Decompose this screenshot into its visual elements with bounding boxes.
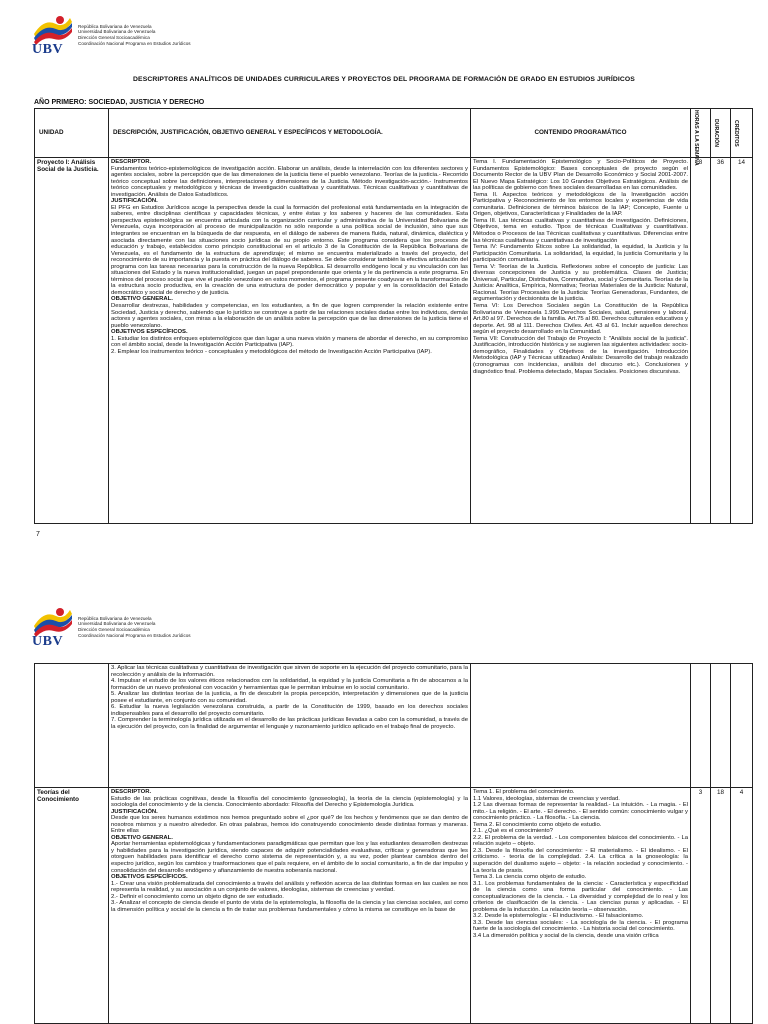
section-heading: JUSTIFICACIÓN. [111,198,158,205]
paragraph: 3. Aplicar las técnicas cualitativas y cuantitativas de investigación que sirven de soporte en la ejecución del proyecto comunitario, para la recolección y análisis de la información. [111,665,468,678]
content-cell [471,664,691,788]
duracion-label: DURACIÓN [713,119,719,147]
logo-word: UBV [32,42,64,57]
content-cell [471,158,691,524]
description-cell [109,664,471,788]
paragraph: 3.- Analizar el concepto de ciencia desde el punto de vista de la epistemología, la filosofía de la ciencia y las ciencias sociales, así como la dimensión política y social de la ciencia a fin de tratar sus problemas fundamentales y cómo la misma se constituye en la base de [111,900,468,913]
topic: 2.3. Desde la filosofía del conocimiento: - El materialismo. - El idealismo. - El criticismo. - teoría de la complejidad. 2.4. La crítica a la gnoseología: la superación del dualismo sujeto – objeto: - la relación sociedad y conocimiento. - La teoría de praxis. [473,847,688,874]
section-heading: JUSTIFICACIÓN. [111,808,158,815]
topic: 2.1. ¿Qué es el conocimiento? [473,828,553,835]
paragraph: El PFG en Estudios Jurídicos acoge la perspectiva desde la cual la formación del profesional está fundamentada en la integración de saberes, entre disciplinas científicas y capacidades técnicas, y entre éstas y los saberes y haceres de las comunidades. Esta perspectiva epistemológica se encuentra articulada con la organización curricular y administrativa de la Universidad Bolivariana de Venezuela, cuya incorporación al proceso de municipalización no sólo responde a una política social de inclusión, sino que sus integrantes se encuentran en la búsqueda de dar respuesta, en el diálogo de saberes de manera fluida, natural, dinámica, dialéctica y asociada directamente con las situaciones socio jurídicas de su propio entorno. Este programa considera que los procesos de educación y trabajo, establecidos como principio constitucional en el artículo 3 de la Constitución de la República Bolivariana de Venezuela, es el fundamento de la estructura de aprendizaje; el mismo se encuentra materializado a través del proyecto, del reconocimiento de su importancia y la puesta en práctica del diálogo de saberes. Se debe considerar también la efectiva articulación del programa con las tareas necesarias para la construcción de la nueva República. El desarrollo endógeno local y su vinculación con las situaciones del Estado y la nueva institucionalidad, juegan un papel preponderante que orienta y le da pertinencia a este programa. En términos del proceso social que vive el pueblo venezolano en estos momentos, el programa presente coadyuvar en la transformación de la estructura socio productiva, en la creación de una estructura de poder democrático y popular y en la consolidación del Estado democrático y social de derecho y de justicia. [111,204,468,296]
unit-cell: Proyecto I: Análisis Social de la Justicia. [35,158,109,524]
section-heading: OBJETIVOS ESPECÍFICOS. [111,874,188,881]
institution-lines [78,616,191,638]
description-cell [109,158,471,524]
paragraph: Desarrollar destrezas, habilidades y competencias, en los estudiantes, a fin de que logren comprender la relación existente entre Sociedad, Justicia y derecho, sabiendo que lo jurídico se construye a partir de las relaciones sociales dadas entre los individuos, demás actores y agentes sociales, con miras a la elaboración de un análisis sobre la percepción que de las dimensiones de la justicia tiene el pueblo venezolano. [111,303,468,329]
institution-line: Dirección General Socioacadémica [78,35,150,40]
table-row [35,664,753,788]
paragraph: Desde que los seres humanos existimos nos hemos preguntado sobre el ¿por qué? de los hechos y fenómenos que se dan dentro de nosotros mismos y a nuestro alrededor. En otras palabras, hemos ido construyendo conocimiento desde distintas formas y maneras. Entre ellas [111,815,468,835]
paragraph: 6. Estudiar la nueva legislación venezolana construida, a partir de la Constitución de 1999, basado en los derechos sociales indispensables para el desarrollo del proyecto comunitario. [111,704,468,717]
col-header-descripcion: DESCRIPCIÓN, JUSTIFICACIÓN, OBJETIVO GENERAL Y ESPECÍFICOS Y METODOLOGÍA. [109,109,471,158]
creditos-value [731,664,753,788]
creditos-value: 4 [731,788,753,1024]
topic: Tema V: Teorías de la Justicia. Reflexiones sobre el concepto de justicia: Las diversas concepciones de Justicia y su problemática. Clases de Justicia; Universal, Particular, Distributiva, Conmutativa, social y Comunitaria. Teorías de la Justicia: Analítica, Empírica, Normativa; Teorías Materiales de la Justicia: Natural, Racional. Teorías Procesales de la Justicia: Teorías Generadoras, Fundantes, de argumentación y decisionista de la justicia. [473,263,688,303]
topic: 1.2 Las diversas formas de representar la realidad.- La intuición. - La magia. - El mito.- La religión. - El arte. - El derecho. - El sentido común: conocimiento vulgar y conocimiento práctico. - La filosofía. - La ciencia. [473,802,688,822]
document-title: DESCRIPTORES ANALÍTICOS DE UNIDADES CURRICULARES Y PROYECTOS DEL PROGRAMA DE FORMACIÓN DE GRADO EN ESTUDIOS JURÍDICOS [133,76,635,83]
institution-line: Universidad Bolivariana de Venezuela [78,621,156,627]
institution-line: República Bolivariana de Venezuela [78,23,152,29]
duracion-value: 18 [711,788,731,1024]
description-cell [109,788,471,1024]
ubv-logo [30,12,191,58]
paragraph: Estudio de las prácticas cognitivas, desde la filosofía del conocimiento (gnoseología), la teoría de la ciencia (epistemología) y la sociología del conocimiento y de la ciencia. Conocimiento abordado: Filosofía del Derecho y Epistemología Jurídica. [111,795,468,809]
institution-line: Dirección General Socioacadémica [78,627,150,632]
curriculum-table-page1 [34,108,753,524]
horas-value [691,664,711,788]
topic: Tema IV: Fundamento Éticos sobre La solidaridad, la equidad, la Justicia y la Participación Comunitaria. La solidaridad, la equidad, la justicia Comunitaria y la participación comunitaria. [473,244,688,264]
year-heading: AÑO PRIMERO: SOCIEDAD, JUSTICIA Y DERECHO [34,99,205,106]
col-header-creditos [731,109,753,158]
ubv-logo-mark [30,12,74,58]
paragraph: 5. Analizar las distintas teorías de la justicia, a fin de descubrir la propia percepción, interpretación y dimensiones que de la justicia posee el estudiante, en conjunto con su comunidad. [111,691,468,704]
topic: Tema VII: Construcción del Trabajo de Proyecto I: "Análisis social de la justicia". Justificación, introducción histórica y se sugieren las siguientes actividades: socio- demográfico, Finalidades y Objetivos de la investigación. Introducción Metodológica (IAP y Técnicas utilizadas) Análisis: Desarrollo del trabajo realizado (cronogramas con incidencias, análisis del discurso etc.). Conclusiones y diagnóstico final. Problema detectado, Mapas Sociales. Posiciones discursivas. [473,335,688,375]
paragraph: 1. Estudiar los distintos enfoques epistemológicos que dan lugar a una nueva visión y manera de abordar el derecho, en su compromiso con el ámbito social, desde la Investigación Acción Participativa (IAP). [111,335,468,349]
table-header-row [35,109,753,158]
paragraph: 2.- Definir el conocimiento como un objeto digno de ser estudiado. [111,893,284,900]
topic: Tema 1. El problema del conocimiento. [473,789,575,795]
paragraph: 4. Impulsar el estudio de los valores éticos relacionados con la solidaridad, la equidad y la justicia Comunitaria a fin de abocarnos a la formación de un nuevo profesional con vocación y herramientas que le permitan imbuirse en lo social comunitario. [111,678,468,691]
institution-line: Coordinación Nacional Programa en Estudios Jurídicos [78,632,191,638]
creditos-value: 14 [731,158,753,524]
topic: 1.1 Valores, ideologías, sistemas de creencias y verdad. [473,795,620,802]
institution-line: Universidad Bolivariana de Venezuela [78,29,156,35]
topic: Tema VI: Los Derechos Sociales según La Constitución de la República Bolivariana de Venezuela 1.999.Derechos Sociales, salud, pensiones y laboral. Art.80 al 97. Derechos de la familia. Art.75 al 80. Derechos culturales educativos y deporte. Art. 98 al 111. Derechos Civiles. Art. 43 al 61. Incluir aquellos derechos según el proyecto desarrollado en la Comunidad. [473,303,688,336]
horas-label: HORAS A LA SEMANA [693,110,699,166]
col-header-duracion [711,109,731,158]
section-heading: DESCRIPTOR. [111,789,152,795]
paragraph: 7. Comprender la terminología jurídica utilizada en el desarrollo de las prácticas jurídicas llevadas a cabo con la comunidad, a través de la ejecución del proyecto, con la finalidad de argumentar el lenguaje y razonamiento jurídico aplicado en el trabajo final de proyecto. [111,717,468,730]
institution-lines [78,24,191,46]
paragraph: Fundamentos teórico-epistemológicos de investigación acción. Elaborar un análisis, desde la interrelación con los diferentes sectores y agentes sociales, sobre la percepción que de las dimensiones de la justicia tiene el pueblo venezolano. Teorías de la justicia.- Recorrido teórico conceptual sobre las definiciones, interpretaciones y dimensiones de la Justicia. Método investigación-acción.- Instrumentos teórico conceptuales y metodológicos y técnicas de investigación cualitativas y cuantitativas. Técnicas cualitativas y cuantitativas de investigación. Análisis de Datos Estadísticos. [111,165,468,198]
topic: 3.1. Los problemas fundamentales de la ciencia: - Característica y especificidad de la ciencia como una forma particular del conocimiento. - Las conceptualizaciones de la ciencia. - La diversidad y complejidad de lo real y los criterios de clasificación de la ciencia. - Las ciencias puras y aplicadas. - El problema de la inducción. La relación teoría – observación. [473,880,688,913]
institution-line: Coordinación Nacional Programa en Estudios Jurídicos [78,40,191,46]
section-heading: OBJETIVO GENERAL. [111,296,173,303]
paragraph: Aportar herramientas epistemológicas y fundamentaciones paradigmáticas que permitan que los y las estudiantes desarrollen destrezas y habilidades para la investigación jurídica, siendo capaces de adquirir potencialidades evaluativas, críticas y generadoras que les otorguen habilidades para identificar el derecho como sistema de representación y, a su vez, poder plantear cambios dentro del espectro jurídico, según los cambios y trasformaciones que el país requiere, en el ámbito de lo social comunitario, a fin de dar impulso y consolidación del desarrollo endógeno y afianzamiento de nuestra soberanía nacional. [111,841,468,874]
col-header-unidad: UNIDAD [35,109,109,158]
topic: 3.4 La dimensión política y social de la ciencia, desde una visión crítica [473,933,659,940]
paragraph: 1.- Crear una visión problematizada del conocimiento a través del análisis y reflexión acerca de las distintas formas en las cuales se nos representa la realidad, y su asociación a un conjunto de valores, ideologías, sistemas de creencias y verdad. [111,880,468,894]
topic: Tema I. Fundamentación Epistemológico y Socio-Políticos de Proyecto. Fundamentos Epistemológico: Bases conceptuales de proyecto según el Documento Rector de la UBV Plan de Desarrollo Económico y Social 2001-2007. El Nuevo Mapa Estratégico: Los 10 Grandes Objetivos Estratégicos. Análisis de las políticas de gobierno con fines sociales desarrolladas en las comunidades. [473,159,688,192]
institution-line: República Bolivariana de Venezuela [78,615,152,621]
table-row [35,158,753,524]
topic: Tema III. Las técnicas cualitativas y cuantitativas de investigación. Definiciones, Objetivos, tema en estudio. Tipos de técnicas Cualitativas y cuantitativas. Métodos o Procesos de las Técnicas cualitativas y cuantitativas. Diferencias entre las técnicas cualitativas y cuantitativas de investigación [473,217,688,244]
duracion-value [711,664,731,788]
ubv-logo [30,604,191,650]
paragraph: 2. Emplear los instrumentos teórico - conceptuales y metodológicos del método de Investigación Acción Participativa (IAP). [111,348,432,355]
page-number: 7 [36,531,40,538]
content-cell [471,788,691,1024]
ubv-logo-mark [30,604,74,650]
section-heading: OBJETIVO GENERAL. [111,834,173,841]
logo-word: UBV [32,634,64,649]
col-header-contenido: CONTENIDO PROGRAMÁTICO [471,109,691,158]
horas-value: 3 [691,788,711,1024]
unit-cell: Teorías del Conocimiento [35,788,109,1024]
topic: Tema 3. La ciencia como objeto de estudio. [473,874,587,881]
topic: 3.2. Desde la epistemología: - El inductivismo. - El falsacionismo. [473,913,644,920]
table-row [35,788,753,1024]
topic: 2.2. El problema de la verdad. - Los componentes básicos del conocimiento. - La relación sujeto – objeto. [473,834,688,848]
creditos-label: CRÉDITOS [733,119,739,147]
unit-cell [35,664,109,788]
horas-value: 8 [691,158,711,524]
curriculum-table-page2 [34,663,753,1024]
col-header-horas [691,109,711,166]
duracion-value: 36 [711,158,731,524]
topic: Tema II. Aspectos teóricos y metodológicos de la Investigación acción Participativa y Reconocimiento de los entornos locales y experiencias de vida comunitaria. Definiciones de términos básicos de la IAP; Concepto, Fuente u Origen, objetivos, Características y Finalidades de la IAP. [473,191,688,218]
section-heading: OBJETIVOS ESPECÍFICOS. [111,329,188,336]
topic: Tema 2. El conocimiento como objeto de estudio. [473,821,602,828]
topic: 3.3. Desde las ciencias sociales: - La sociología de la ciencia. - El programa fuerte de la sociología del conocimiento. - La historia social del conocimiento. [473,919,688,933]
section-heading: DESCRIPTOR. [111,159,152,165]
